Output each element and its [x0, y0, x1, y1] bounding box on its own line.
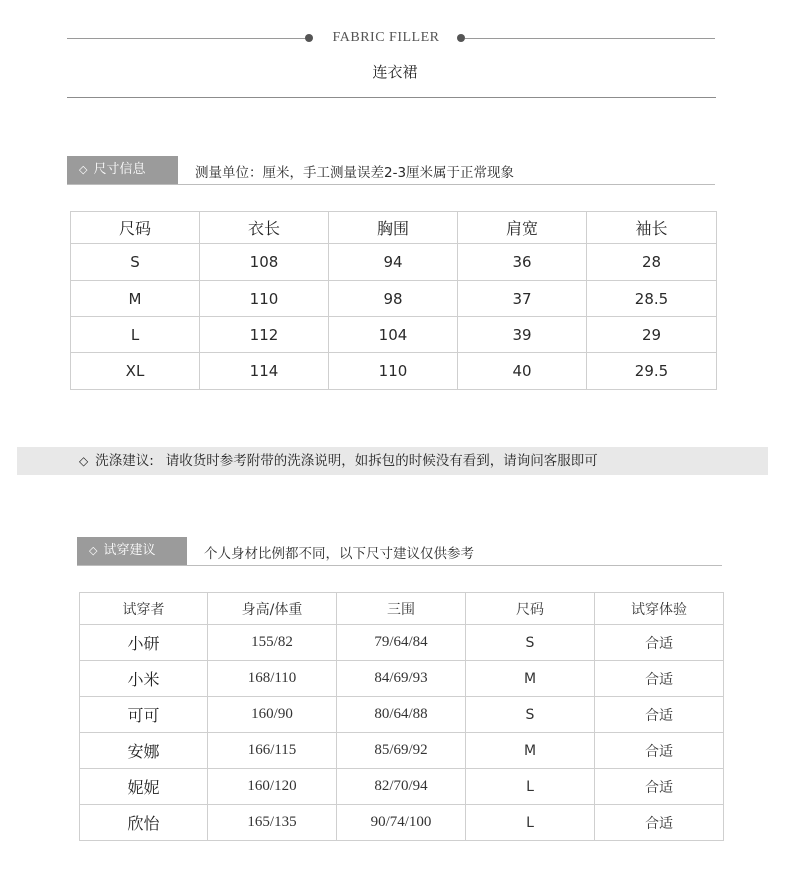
fit-header-cell: 身高/体重 — [208, 593, 337, 625]
diamond-icon: ◇ — [89, 544, 98, 557]
fit-cell: 妮妮 — [80, 769, 208, 805]
size-cell: 112 — [200, 317, 329, 353]
fit-cell: L — [466, 769, 595, 805]
size-cell: S — [71, 244, 200, 281]
fit-cell: 合适 — [595, 769, 724, 805]
fit-cell: 小研 — [80, 625, 208, 661]
size-table — [70, 211, 717, 390]
fit-cell: M — [466, 733, 595, 769]
size-cell: 36 — [458, 244, 587, 281]
fit-table — [79, 592, 724, 841]
table-row — [80, 769, 724, 805]
size-cell: 94 — [329, 244, 458, 281]
size-cell: 29 — [587, 317, 717, 353]
size-cell: 28 — [587, 244, 717, 281]
header-line-right — [465, 38, 715, 39]
size-cell: 114 — [200, 353, 329, 390]
size-header-cell: 肩宽 — [458, 212, 587, 244]
size-section-note: 测量单位：厘米，手工测量误差2-3厘米属于正常现象 — [195, 165, 515, 181]
size-cell: 110 — [200, 281, 329, 317]
size-cell: 104 — [329, 317, 458, 353]
fit-table-header-row — [80, 593, 724, 625]
fit-cell: 合适 — [595, 661, 724, 697]
size-cell: M — [71, 281, 200, 317]
fit-cell: L — [466, 805, 595, 841]
fit-cell: 79/64/84 — [337, 625, 466, 661]
header-dot-right — [457, 34, 465, 42]
table-row — [80, 697, 724, 733]
fit-cell: 85/69/92 — [337, 733, 466, 769]
table-row — [80, 625, 724, 661]
fit-cell: 166/115 — [208, 733, 337, 769]
table-row — [80, 805, 724, 841]
fit-cell: S — [466, 697, 595, 733]
table-row — [71, 317, 717, 353]
header-divider — [67, 97, 716, 98]
header-line-left — [67, 38, 307, 39]
fit-cell: 165/135 — [208, 805, 337, 841]
diamond-icon: ◇ — [79, 454, 89, 468]
fit-cell: 小米 — [80, 661, 208, 697]
fit-cell: 欣怡 — [80, 805, 208, 841]
size-cell: 37 — [458, 281, 587, 317]
fit-cell: 安娜 — [80, 733, 208, 769]
fit-section-tag-label: 试穿建议 — [103, 543, 156, 558]
size-section-tag-label: 尺寸信息 — [93, 162, 146, 177]
header-subtitle: 连衣裙 — [372, 63, 418, 81]
size-section-tag — [67, 156, 178, 184]
fit-cell: 可可 — [80, 697, 208, 733]
fit-cell: 合适 — [595, 805, 724, 841]
fit-cell: 160/90 — [208, 697, 337, 733]
fit-section-tag — [77, 537, 187, 565]
header-title: FABRIC FILLER — [332, 30, 440, 45]
size-table-header-row — [71, 212, 717, 244]
fit-cell: 160/120 — [208, 769, 337, 805]
table-row — [80, 661, 724, 697]
fit-cell: 合适 — [595, 733, 724, 769]
size-cell: 40 — [458, 353, 587, 390]
table-row — [71, 244, 717, 281]
wash-advice-text: 请收货时参考附带的洗涤说明，如拆包的时候没有看到，请询问客服即可 — [165, 453, 598, 469]
size-cell: 39 — [458, 317, 587, 353]
wash-advice-label: 洗涤建议: — [95, 453, 154, 469]
size-cell: XL — [71, 353, 200, 390]
fit-cell: 80/64/88 — [337, 697, 466, 733]
fit-header-cell: 试穿者 — [80, 593, 208, 625]
fit-cell: 合适 — [595, 625, 724, 661]
fit-header-cell: 三围 — [337, 593, 466, 625]
size-cell: 29.5 — [587, 353, 717, 390]
diamond-icon: ◇ — [79, 163, 88, 176]
size-section-rule — [67, 184, 715, 185]
fit-cell: 合适 — [595, 697, 724, 733]
size-header-cell: 袖长 — [587, 212, 717, 244]
size-header-cell: 衣长 — [200, 212, 329, 244]
fit-section-note: 个人身材比例都不同，以下尺寸建议仅供参考 — [204, 546, 474, 562]
header-dot-left — [305, 34, 313, 42]
fit-header-cell: 尺码 — [466, 593, 595, 625]
fit-header-cell: 试穿体验 — [595, 593, 724, 625]
table-row — [80, 733, 724, 769]
fit-cell: 155/82 — [208, 625, 337, 661]
size-cell: 108 — [200, 244, 329, 281]
fit-cell: 82/70/94 — [337, 769, 466, 805]
fit-cell: 90/74/100 — [337, 805, 466, 841]
fit-cell: 84/69/93 — [337, 661, 466, 697]
fit-cell: 168/110 — [208, 661, 337, 697]
size-header-cell: 尺码 — [71, 212, 200, 244]
wash-advice-band — [17, 447, 768, 475]
size-cell: 98 — [329, 281, 458, 317]
size-cell: 110 — [329, 353, 458, 390]
fit-cell: M — [466, 661, 595, 697]
size-cell: L — [71, 317, 200, 353]
fit-section-rule — [77, 565, 722, 566]
table-row — [71, 281, 717, 317]
fit-cell: S — [466, 625, 595, 661]
size-header-cell: 胸围 — [329, 212, 458, 244]
size-cell: 28.5 — [587, 281, 717, 317]
table-row — [71, 353, 717, 390]
